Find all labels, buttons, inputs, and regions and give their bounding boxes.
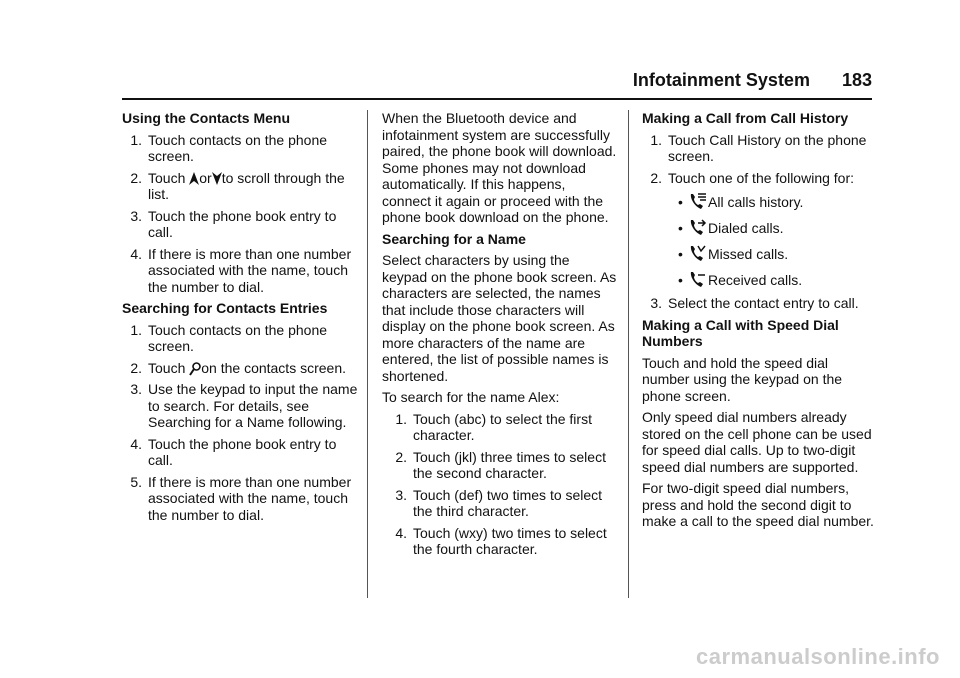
- page-header: [633, 68, 872, 92]
- list-item: 1. Touch contacts on the phone screen.: [130, 321, 328, 354]
- heading-speed-dial: Making a Call with Speed Dial Numbers: [642, 316, 839, 349]
- all-calls-icon: [688, 192, 708, 212]
- list-item: • Missed calls.: [642, 243, 878, 265]
- list-item: 4. Touch the phone book entry to call.: [130, 435, 337, 468]
- scroll-up-icon: [189, 172, 199, 185]
- list-item: 5. If there is more than one number associated with the name, touch the number to dial.: [130, 473, 352, 523]
- dialed-calls-icon: [688, 218, 708, 238]
- search-icon: [189, 362, 201, 376]
- list-item: • Received calls.: [642, 269, 878, 291]
- list-item: 3. Use the keypad to input the name to search. For details, see Searching for a Name following.: [130, 381, 358, 430]
- paragraph: When the Bluetooth device and infotainment system are successfully paired, the phone book will download. Some phones may not download automatically. If this happens, connect it again or proceed with the phone book download on the phone.: [382, 110, 617, 225]
- list-item: 1. Touch (abc) to select the first character.: [395, 410, 592, 443]
- list-item: 4. Touch (wxy) two times to select the fourth character.: [395, 524, 607, 557]
- heading-searching-name: Searching for a Name: [382, 230, 526, 247]
- watermark[interactable]: carmanualsonline.info: [696, 644, 940, 669]
- list-item: 3. Select the contact entry to call.: [650, 295, 859, 311]
- paragraph: Touch and hold the speed dial number using the keypad on the phone screen.: [642, 354, 843, 404]
- heading-using-contacts-menu: Using the Contacts Menu: [122, 110, 291, 126]
- list-item: 3. Touch (def) two times to select the third character.: [395, 486, 603, 519]
- list-item: 2. Touch on the contacts screen.: [130, 359, 347, 376]
- list-item: • Dialed calls.: [642, 217, 878, 239]
- list-item: 2. Touch one of the following for:: [650, 169, 855, 186]
- list-item: 2. Touch or to scroll through the list.: [130, 169, 345, 202]
- list-item: 3. Touch the phone book entry to call.: [130, 207, 337, 240]
- section-title: Infotainment System: [632, 70, 810, 90]
- received-calls-icon: [688, 270, 708, 290]
- paragraph: For two-digit speed dial numbers, press and hold the second digit to make a call to the speed dial number.: [642, 480, 874, 529]
- heading-call-history: Making a Call from Call History: [642, 110, 849, 126]
- list-item: 1. Touch Call History on the phone screen.: [650, 131, 867, 164]
- list-item: 1. Touch contacts on the phone screen.: [130, 131, 328, 164]
- page-number: 183: [841, 70, 872, 90]
- paragraph: To search for the name Alex:: [382, 389, 560, 405]
- paragraph: Only speed dial numbers already stored on the cell phone can be used for speed dial calls. Up to two-digit speed dial numbers are supported.: [642, 409, 872, 475]
- list-item: 4. If there is more than one number associated with the name, touch the number to dial.: [130, 245, 352, 295]
- missed-calls-icon: [688, 244, 708, 264]
- column-3: [642, 110, 878, 535]
- list-item: 2. Touch (jkl) three times to select the second character.: [395, 448, 606, 481]
- column-2: [382, 110, 618, 563]
- column-1: [122, 110, 358, 528]
- heading-searching-contacts: Searching for Contacts Entries: [122, 300, 328, 316]
- column-divider: [628, 110, 629, 598]
- list-item: • All calls history.: [642, 191, 878, 213]
- column-divider: [367, 110, 368, 598]
- paragraph: Select characters by using the keypad on the phone book screen. As characters are selected, the names that include those characters will display on the phone book screen. As more characters of the name are entered, the list of possible names is shortened.: [382, 252, 617, 384]
- scroll-down-icon: [212, 172, 222, 185]
- header-rule: [122, 98, 872, 100]
